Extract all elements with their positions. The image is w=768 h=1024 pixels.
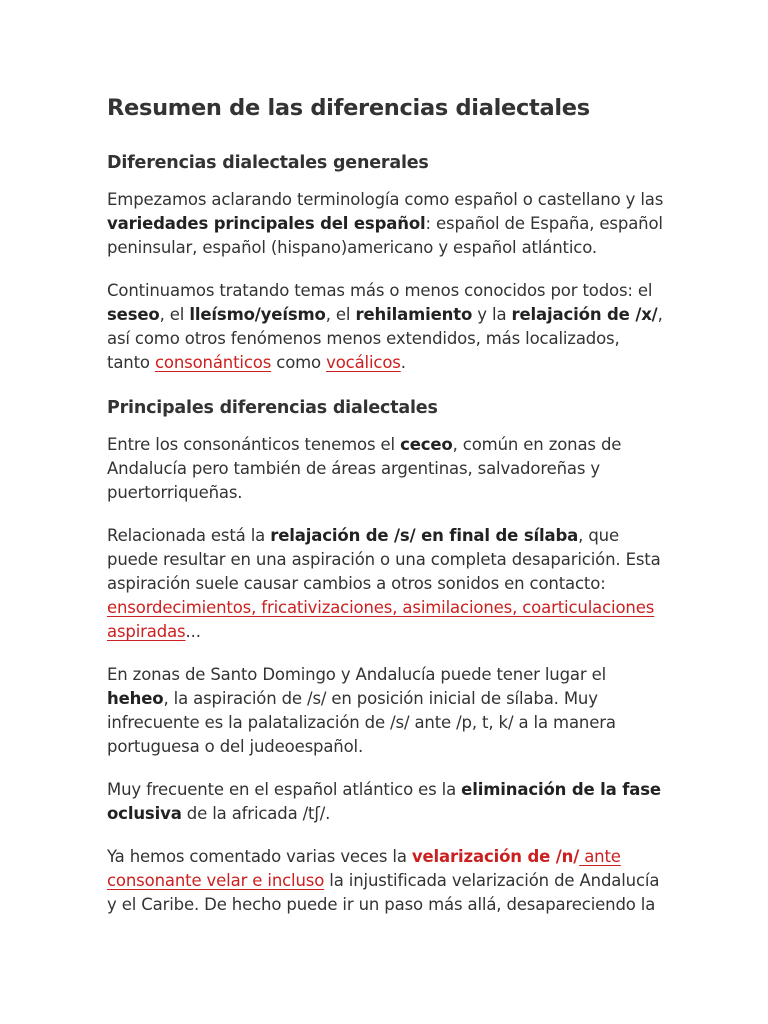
text: como bbox=[271, 353, 327, 372]
bold-term: eliminación de la fase oclusiva bbox=[107, 780, 661, 823]
text: : español de España, español peninsular, español (hispano)americano y español atlántico. bbox=[107, 214, 663, 257]
bold-term: lleísmo/yeísmo bbox=[189, 305, 326, 324]
bold-term: variedades principales del español bbox=[107, 214, 426, 233]
text: . bbox=[400, 353, 406, 372]
bold-term: ceceo bbox=[400, 435, 453, 454]
text: de la africada /tʃ/. bbox=[181, 804, 331, 823]
link-vocalicos[interactable]: vocálicos bbox=[326, 353, 401, 372]
text: Empezamos aclarando terminología como español o castellano y las bbox=[107, 190, 664, 209]
bold-term: heheo bbox=[107, 689, 164, 708]
paragraph-heheo bbox=[107, 663, 667, 759]
section-heading-general: Diferencias dialectales generales bbox=[107, 153, 429, 173]
text: Relacionada está la bbox=[107, 526, 271, 545]
bold-term: relajación de /s/ en final de sílaba bbox=[270, 526, 579, 545]
paragraph-known-topics bbox=[107, 279, 667, 375]
text: y la bbox=[472, 305, 512, 324]
text: Ya hemos comentado varias veces la bbox=[107, 847, 412, 866]
link-cambios-sonidos[interactable]: ensordecimientos, fricativizaciones, asimilaciones, coarticulaciones aspiradas bbox=[107, 598, 655, 641]
text: Muy frecuente en el español atlántico es la bbox=[107, 780, 462, 799]
paragraph-ceceo bbox=[107, 433, 667, 505]
link-consonante-velar[interactable]: ante consonante velar e incluso bbox=[107, 847, 621, 890]
paragraph-terminology bbox=[107, 188, 667, 260]
text: ... bbox=[185, 622, 201, 641]
paragraph-velarizacion bbox=[107, 845, 667, 917]
document-page bbox=[107, 88, 667, 936]
text: , la aspiración de /s/ en posición inicial de sílaba. Muy infrecuente es la palatalización de /s/ ante /p, t, k/ a la manera portuguesa o del judeoespañol. bbox=[107, 689, 616, 756]
section-heading-principal: Principales diferencias dialectales bbox=[107, 398, 438, 418]
text: Entre los consonánticos tenemos el bbox=[107, 435, 401, 454]
link-consonanticos[interactable]: consonánticos bbox=[154, 353, 272, 372]
text: En zonas de Santo Domingo y Andalucía puede tener lugar el bbox=[107, 665, 607, 684]
bold-term: rehilamiento bbox=[355, 305, 473, 324]
highlight-term: velarización de /n/ bbox=[411, 847, 580, 866]
text: , el bbox=[159, 305, 190, 324]
bold-term: seseo bbox=[107, 305, 160, 324]
text: , que puede resultar en una aspiración o una completa desaparición. Esta aspiración suele causar cambios a otros sonidos en contacto: bbox=[107, 526, 661, 593]
paragraph-africada bbox=[107, 778, 667, 826]
bold-term: relajación de /x/ bbox=[511, 305, 658, 324]
text: , así como otros fenómenos menos extendidos, más localizados, tanto bbox=[107, 305, 663, 372]
page-title: Resumen de las diferencias dialectales bbox=[107, 95, 590, 121]
paragraph-relajacion-s bbox=[107, 524, 667, 644]
text: la injustificada velarización de Andalucía y el Caribe. De hecho puede ir un paso más allá, desapareciendo la bbox=[107, 871, 660, 914]
text: , común en zonas de Andalucía pero también de áreas argentinas, salvadoreñas y puertorriqueñas. bbox=[107, 435, 622, 502]
text: , el bbox=[325, 305, 356, 324]
text: Continuamos tratando temas más o menos conocidos por todos: el bbox=[107, 281, 653, 300]
